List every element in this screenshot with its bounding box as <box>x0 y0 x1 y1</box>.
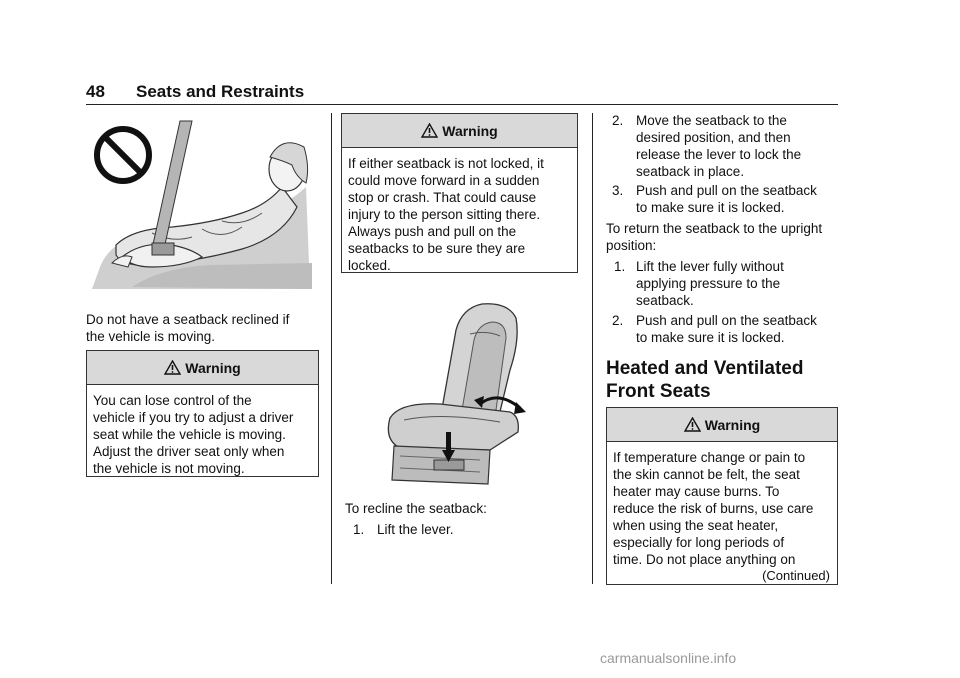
warning-box-seat-heater <box>606 407 838 585</box>
continued-label: (Continued) <box>762 568 830 583</box>
warning-icon <box>164 360 181 375</box>
return-step-2 <box>612 312 840 348</box>
return-step-1 <box>614 258 840 312</box>
step-line: to make sure it is locked. <box>636 330 785 345</box>
reclined-seatback-illustration <box>92 117 312 289</box>
warning-line: seat while the vehicle is moving. <box>93 427 286 442</box>
step-line: release the lever to lock the <box>636 147 802 162</box>
step-number: 1. <box>353 522 365 537</box>
warning-icon <box>421 123 438 138</box>
step-line: Push and pull on the seatback <box>636 313 817 328</box>
return-line-2: position: <box>606 238 657 253</box>
warning-line: seatbacks to be sure they are <box>348 241 526 256</box>
column-divider-2 <box>592 113 593 584</box>
step-line: Push and pull on the seatback <box>636 183 817 198</box>
recline-intro-text: To recline the seatback: <box>345 501 487 516</box>
warning-body <box>87 385 318 483</box>
warning-line: heater may cause burns. To <box>613 484 780 499</box>
step-number: 2. <box>612 313 624 328</box>
step-number: 2. <box>612 113 624 128</box>
warning-body <box>607 442 837 586</box>
col1-caption <box>86 311 324 345</box>
warning-line: You can lose control of the <box>93 393 252 408</box>
section-heading <box>606 357 846 403</box>
warning-line: could move forward in a sudden <box>348 173 540 188</box>
watermark: carmanualsonline.info <box>600 650 737 666</box>
warning-line: stop or crash. That could cause <box>348 190 537 205</box>
warning-box-driver-seat <box>86 350 319 477</box>
warning-line: injury to the person sitting there. <box>348 207 541 222</box>
warning-body <box>342 148 577 280</box>
warning-header <box>607 408 837 442</box>
recline-intro <box>345 500 585 517</box>
warning-line: locked. <box>348 258 391 273</box>
return-intro <box>606 220 846 254</box>
section-title: Seats and Restraints <box>136 82 305 101</box>
step-number: 3. <box>612 183 624 198</box>
warning-line: the vehicle is not moving. <box>93 461 245 476</box>
step-line: seatback. <box>636 293 694 308</box>
warning-line: If temperature change or pain to <box>613 450 806 465</box>
caption-line-2: the vehicle is moving. <box>86 329 216 344</box>
warning-line: time. Do not place anything on <box>613 552 796 567</box>
warning-header <box>342 114 577 148</box>
warning-line: vehicle if you try to adjust a driver <box>93 410 294 425</box>
caption-line-1: Do not have a seatback reclined if <box>86 312 290 327</box>
warning-header <box>87 351 318 385</box>
seat-recline-lever-illustration <box>370 300 530 490</box>
step-line: to make sure it is locked. <box>636 200 785 215</box>
step-line: Lift the lever fully without <box>636 259 784 274</box>
warning-line: Adjust the driver seat only when <box>93 444 285 459</box>
warning-icon <box>684 417 701 432</box>
step-text: Lift the lever. <box>377 522 454 537</box>
warning-title: Warning <box>442 122 498 139</box>
step-number: 1. <box>614 259 626 274</box>
recline-step-3 <box>612 182 840 218</box>
page-number: 48 <box>86 82 105 101</box>
warning-title: Warning <box>185 359 241 376</box>
step-line: desired position, and then <box>636 130 791 145</box>
heading-line: Heated and Ventilated <box>606 358 804 379</box>
header-rule <box>86 104 838 105</box>
step-line: seatback in place. <box>636 164 745 179</box>
warning-line: especially for long periods of <box>613 535 785 550</box>
warning-line: when using the seat heater, <box>613 518 779 533</box>
return-line-1: To return the seatback to the upright <box>606 221 823 236</box>
warning-line: reduce the risk of burns, use care <box>613 501 814 516</box>
warning-box-seatback-lock <box>341 113 578 273</box>
warning-line: the skin cannot be felt, the seat <box>613 467 800 482</box>
column-divider-1 <box>331 113 332 584</box>
step-line: applying pressure to the <box>636 276 781 291</box>
warning-line: Always push and pull on the <box>348 224 517 239</box>
warning-title: Warning <box>704 416 761 433</box>
recline-step-2 <box>612 112 840 182</box>
warning-line: If either seatback is not locked, it <box>348 156 544 171</box>
step-line: Move the seatback to the <box>636 113 787 128</box>
heading-line: Front Seats <box>606 381 711 402</box>
